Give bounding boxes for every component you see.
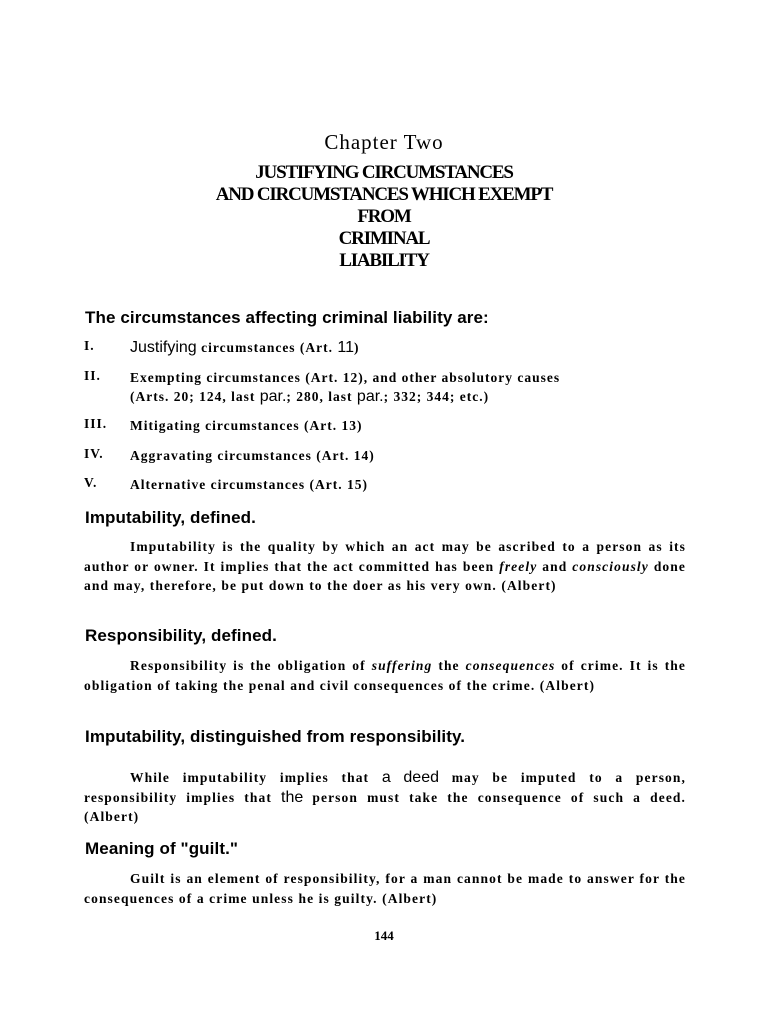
list-text: Alternative circumstances (Art. 15) — [130, 477, 368, 492]
list-text: Justifying circumstances (Art. 11) — [130, 339, 360, 356]
list-number: I. — [84, 338, 95, 353]
list-number: II. — [84, 368, 101, 383]
title-line: AND CIRCUMSTANCES WHICH EXEMPT — [215, 184, 553, 205]
title-line: JUSTIFYING CIRCUMSTANCES — [255, 162, 513, 183]
list-number: III. — [84, 416, 108, 431]
section-paragraph: Responsibility is the obligation of suffering the consequences of crime. It is the obligation of taking the penal and civil consequences of the crime. (Albert) — [84, 658, 686, 693]
section-paragraph: While imputability implies that a deed may be imputed to a person, responsibility implies that the person must take the consequence of such a deed. (Albert) — [84, 769, 686, 824]
page-number: 144 — [374, 928, 394, 943]
list-text: Aggravating circumstances (Art. 14) — [130, 448, 375, 463]
section-heading: Imputability, defined. — [85, 508, 256, 527]
section-heading: Meaning of "guilt." — [85, 839, 239, 858]
chapter-label: Chapter Two — [324, 130, 444, 154]
intro-heading: The circumstances affecting criminal liability are: — [85, 308, 489, 327]
list-text: Exempting circumstances (Art. 12), and other absolutory causes (Arts. 20; 124, last par.; 280, last par.; 332; 344; etc.) — [130, 370, 561, 405]
section-heading: Imputability, distinguished from responsibility. — [85, 727, 466, 746]
chapter-title — [0, 162, 768, 272]
list-number: IV. — [84, 446, 104, 461]
section-paragraph: Guilt is an element of responsibility, for a man cannot be made to answer for the consequences of a crime unless he is guilty. (Albert) — [84, 871, 686, 906]
section-paragraph: Imputability is the quality by which an act may be ascribed to a person as its author or owner. It implies that the act committed has been freely and consciously done and may, therefore, be put down to the doer as his very own. (Albert) — [84, 539, 686, 593]
list-number: V. — [84, 475, 98, 490]
section-heading: Responsibility, defined. — [85, 626, 277, 645]
title-line: LIABILITY — [339, 250, 429, 271]
title-line: CRIMINAL — [338, 228, 430, 249]
title-line: FROM — [357, 206, 411, 227]
list-text: Mitigating circumstances (Art. 13) — [130, 418, 363, 433]
